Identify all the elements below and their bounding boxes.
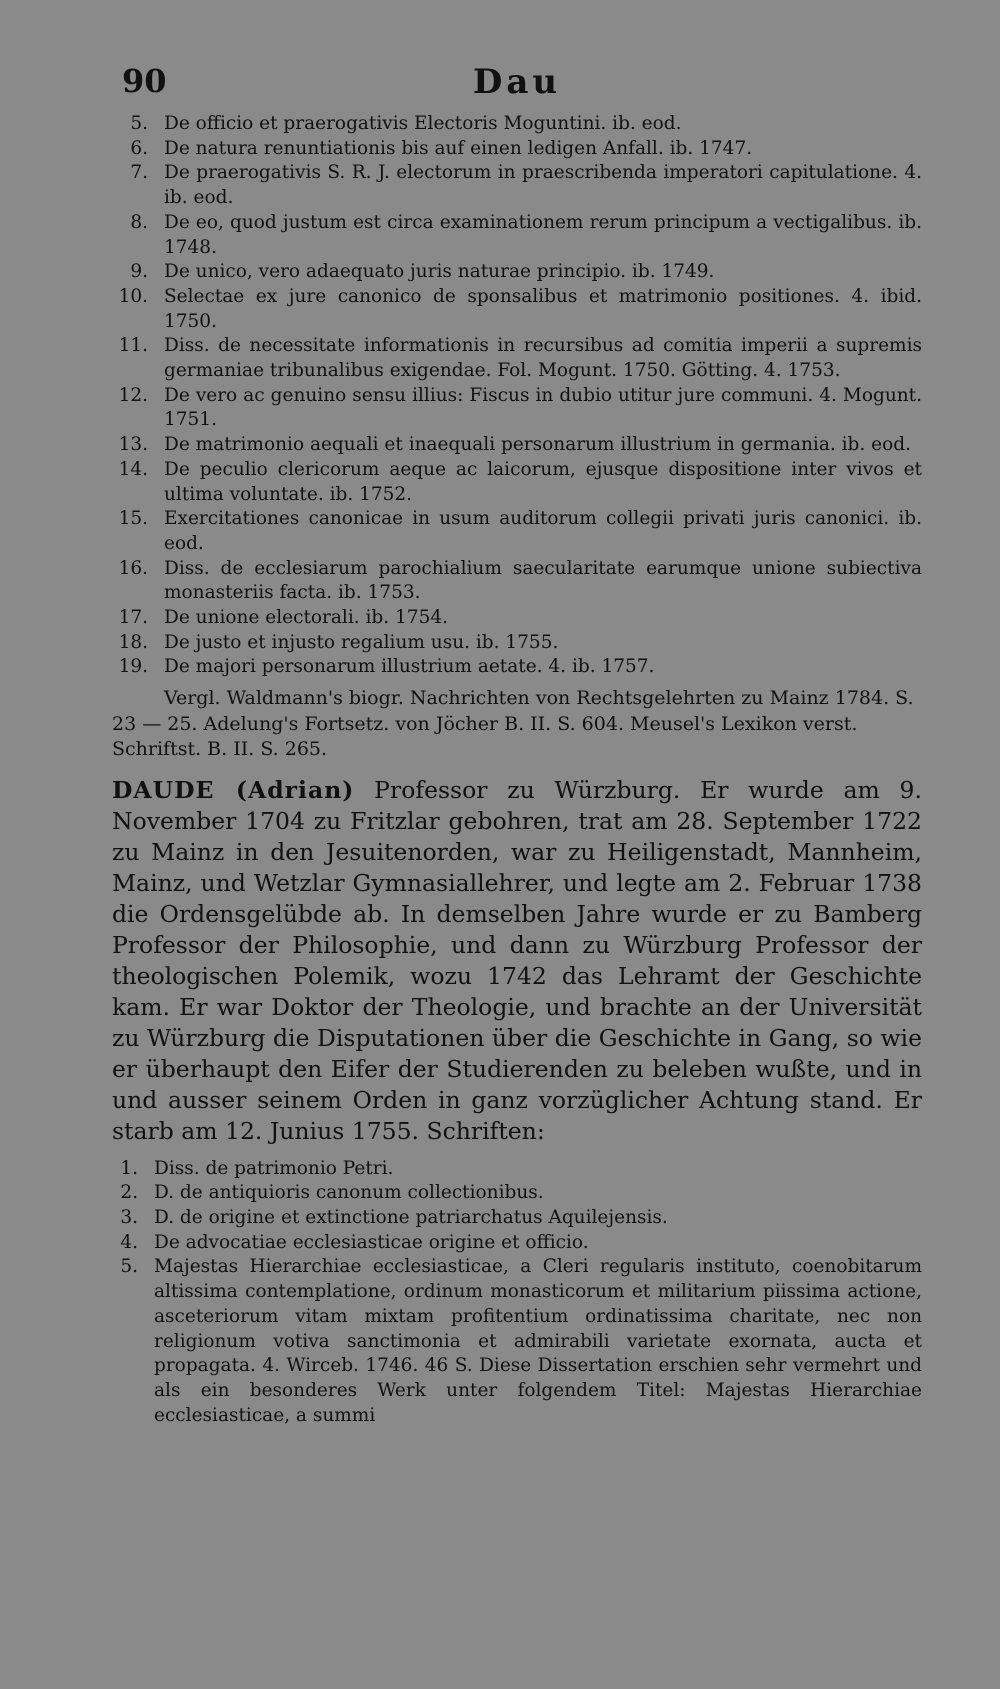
list-item: 7. De praerogativis S. R. J. electorum in praescribenda imperatori capitulatione. 4. ib. eod. xyxy=(130,162,922,209)
list-item: 8. De eo, quod justum est circa examinationem rerum principum a vectigalibus. ib. 1748. xyxy=(130,211,922,258)
writings-list xyxy=(112,1157,922,1429)
list-item: 18. De justo et injusto regalium usu. ib. 1755. xyxy=(118,631,559,653)
list-item: 5. De officio et praerogativis Electoris Moguntini. ib. eod. xyxy=(130,113,682,134)
publication-list xyxy=(112,112,922,680)
reference-note: Vergl. Waldmann's biogr. Nachrichten von Rechtsgelehrten zu Mainz 1784. S. 23 — 25. Adelung's Fortsetz. von Jöcher B. II. S. 604. Meusel's Lexikon verst. Schriftst. B. II. S. 265. xyxy=(112,687,914,761)
list-item: 4. De advocatiae ecclesiasticae origine et officio. xyxy=(120,1231,589,1253)
page-header xyxy=(112,62,922,106)
list-item: 11. Diss. de necessitate informationis in recursibus ad comitia imperii a supremis germaniae tribunalibus exigendae. Fol. Mogunt. 1750. Götting. 4. 1753. xyxy=(118,335,922,382)
list-item: 2. D. de antiquioris canonum collectionibus. xyxy=(120,1182,544,1204)
list-item: 16. Diss. de ecclesiarum parochialium saecularitate earumque unione subiectiva monasteriis facta. ib. 1753. xyxy=(118,557,922,604)
running-head: Dau xyxy=(472,62,562,102)
list-item: 3. D. de origine et extinctione patriarchatus Aquilejensis. xyxy=(120,1207,668,1229)
entry-heading: DAUDE (Adrian) xyxy=(112,775,355,804)
list-item: 10. Selectae ex jure canonico de sponsalibus et matrimonio positiones. 4. ibid. 1750. xyxy=(118,285,922,332)
list-item: 17. De unione electorali. ib. 1754. xyxy=(118,607,448,629)
page-number: 90 xyxy=(122,62,167,100)
biography-entry xyxy=(112,775,922,1147)
list-item: 9. De unico, vero adaequato juris naturae principio. ib. 1749. xyxy=(130,261,715,283)
list-item: 14. De peculio clericorum aeque ac laicorum, ejusque dispositione inter vivos et ultima voluntate. ib. 1752. xyxy=(118,458,922,505)
list-item: 12. De vero ac genuino sensu illius: Fiscus in dubio utitur jure communi. 4. Mogunt. 1751. xyxy=(118,384,922,431)
list-item: 5. Majestas Hierarchiae ecclesiasticae, a Cleri regularis instituto, coenobitarum altissima contemplatione, ordinum monasticorum et militarium piissima actione, asceteriorum vitam mixtam profitentium ordinatissima charitate, nec non religionum votiva sanctimonia et admirabili varietate exornata, aucta et propagata. 4. Wirceb. 1746. 46 S. Diese Dissertation erschien sehr vermehrt und als ein besonderes Werk unter folgendem Titel: Majestas Hierarchiae ecclesiasticae, a summi xyxy=(120,1256,922,1426)
list-item: 19. De majori personarum illustrium aetate. 4. ib. 1757. xyxy=(118,656,655,678)
entry-body: Professor zu Würzburg. Er wurde am 9. November 1704 zu Fritzlar gebohren, trat am 28. September 1722 zu Mainz in den Jesuitenorden, war zu Heiligenstadt, Mannheim, Mainz, und Wetzlar Gymnasiallehrer, und legte am 2. Februar 1738 die Ordensgelübde ab. In demselben Jahre wurde er zu Bamberg Professor der Philosophie, und dann zu Würzburg Professor der theologischen Polemik, wozu 1742 das Lehramt der Geschichte kam. Er war Doktor der Theologie, und brachte an der Universität zu Würzburg die Disputationen über die Geschichte in Gang, so wie er überhaupt den Eifer der Studierenden zu beleben wußte, und in und ausser seinem Orden in ganz vorzüglicher Achtung stand. Er starb am 12. Junius 1755. Schriften: xyxy=(112,775,922,1145)
list-item: 13. De matrimonio aequali et inaequali personarum illustrium in germania. ib. eod. xyxy=(118,434,911,456)
list-item: 15. Exercitationes canonicae in usum auditorum collegii privati juris canonici. ib. eod. xyxy=(118,508,922,554)
list-item: 1. Diss. de patrimonio Petri. xyxy=(120,1157,394,1179)
list-item: 6. De natura renuntiationis bis auf einen ledigen Anfall. ib. 1747. xyxy=(130,137,753,159)
